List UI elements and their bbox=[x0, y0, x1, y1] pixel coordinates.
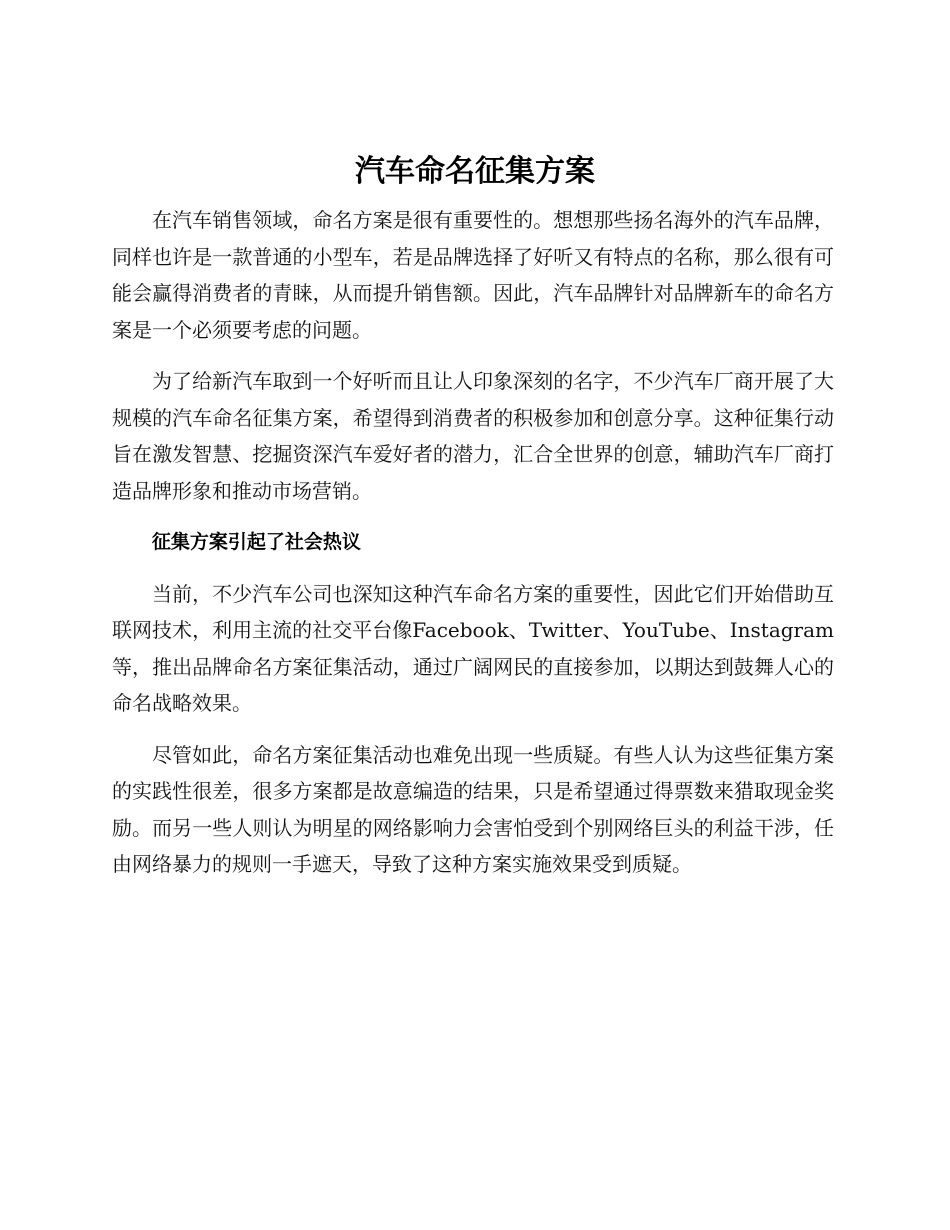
intro-paragraph-1: 在汽车销售领域，命名方案是很有重要性的。想想那些扬名海外的汽车品牌，同样也许是一款普通的小型车，若是品牌选择了好听又有特点的名称，那么很有可能会赢得消费者的青睐，从而提升销售额。因此，汽车品牌针对品牌新车的命名方案是一个必须要考虑的问题。 bbox=[112, 208, 834, 342]
document-body bbox=[112, 202, 834, 898]
section-paragraph-2: 尽管如此，命名方案征集活动也难免出现一些质疑。有些人认为这些征集方案的实践性很差，很多方案都是故意编造的结果，只是希望通过得票数来猎取现金奖励。而另一些人则认为明星的网络影响力会害怕受到个别网络巨头的利益干涉，任由网络暴力的规则一手遮天，导致了这种方案实施效果受到质疑。 bbox=[112, 742, 834, 876]
section-heading: 征集方案引起了社会热议 bbox=[151, 531, 361, 553]
intro-paragraph-2: 为了给新汽车取到一个好听而且让人印象深刻的名字，不少汽车厂商开展了大规模的汽车命名征集方案，希望得到消费者的积极参加和创意分享。这种征集行动旨在激发智慧、挖掘资深汽车爱好者的潜力，汇合全世界的创意，辅助汽车厂商打造品牌形象和推动市场营销。 bbox=[112, 369, 834, 503]
document-title: 汽车命名征集方案 bbox=[355, 154, 595, 189]
section-paragraph-1: 当前，不少汽车公司也深知这种汽车命名方案的重要性，因此它们开始借助互联网技术，利用主流的社交平台像Facebook、Twitter、YouTube、Instagram等，推出品牌命名方案征集活动，通过广阔网民的直接参加，以期达到鼓舞人心的命名战略效果。 bbox=[112, 581, 834, 715]
